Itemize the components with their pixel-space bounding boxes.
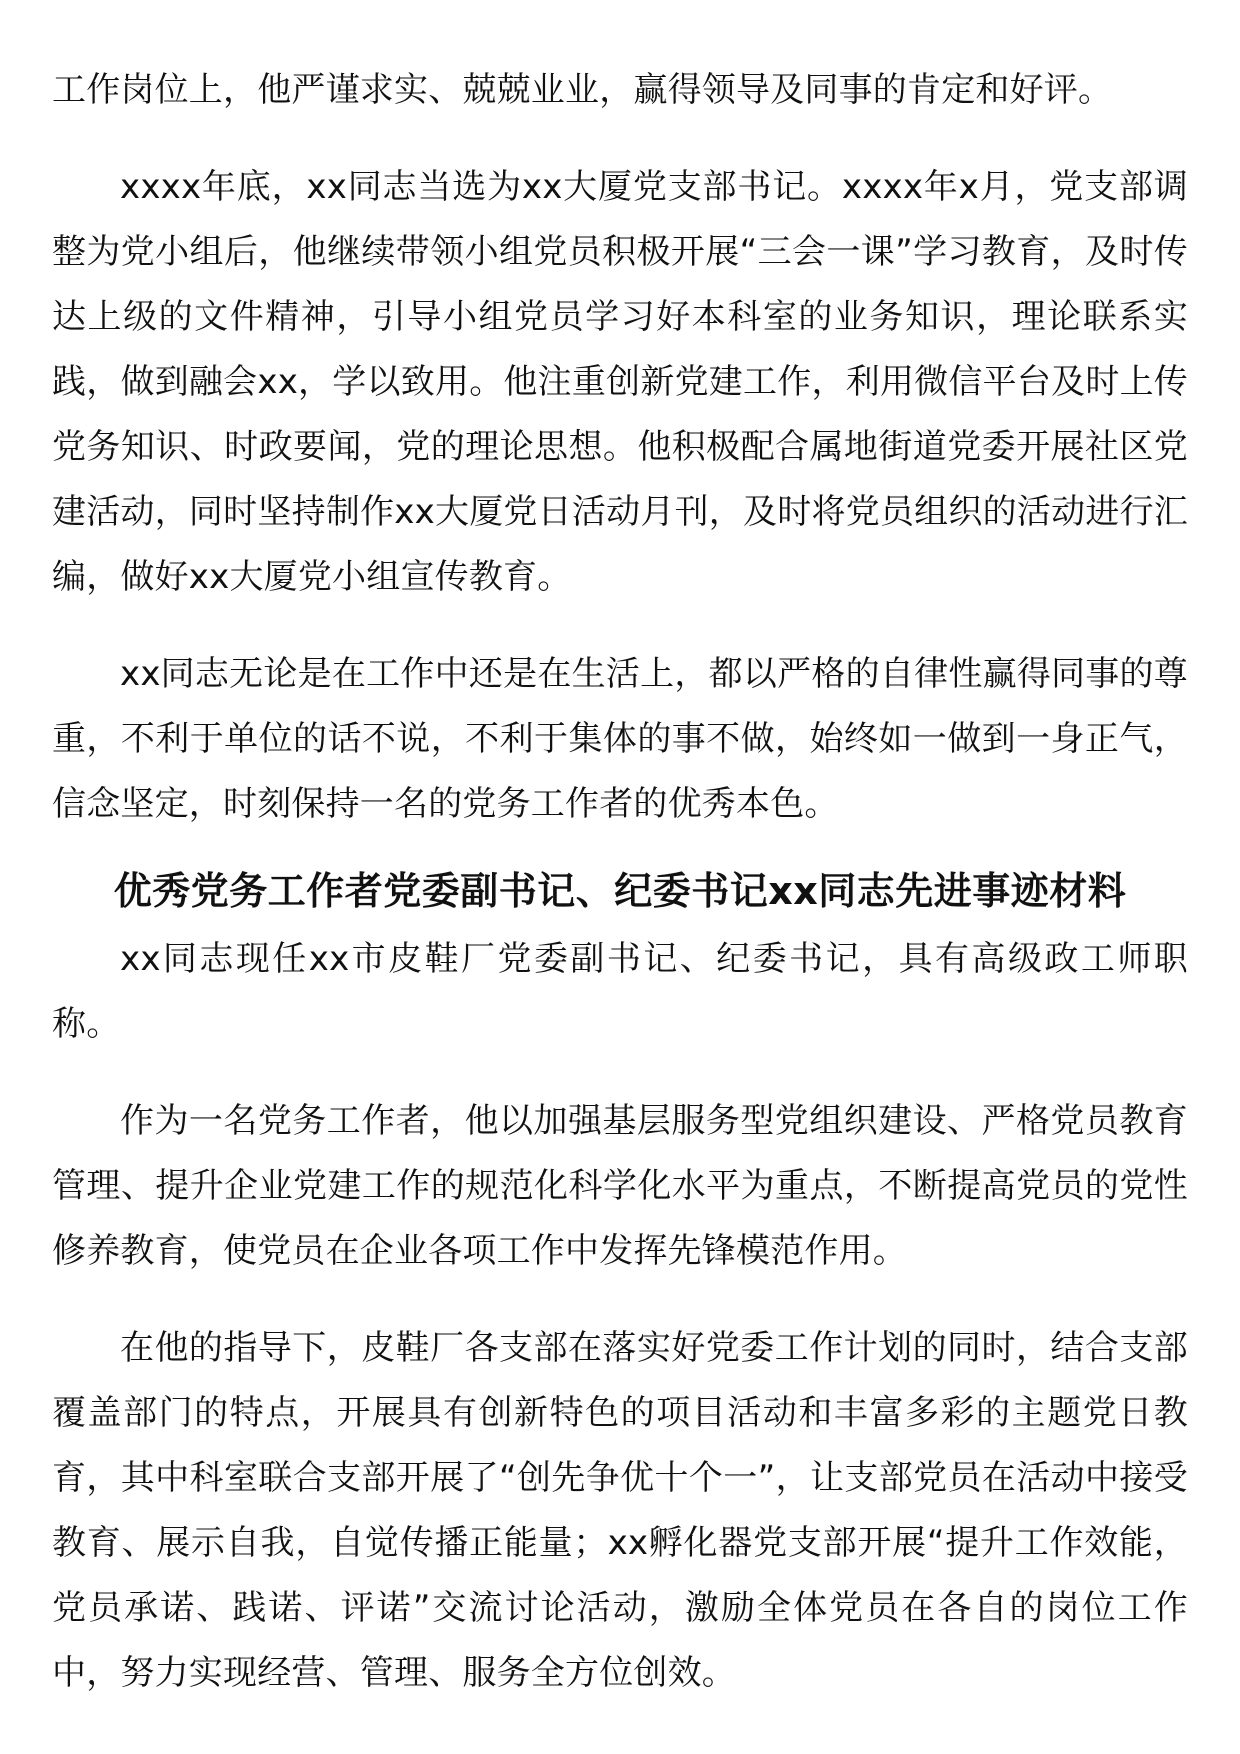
paragraph-party-branch-secretary: xxxx年底，xx同志当选为xx大厦党支部书记。xxxx年x月，党支部调整为党小组后，他继续带领小组党员积极开展“三会一课”学习教育，及时传达上级的文件精神，引导小组党员学习好本科室的业务知识，理论联系实践，做到融会xx，学以致用。他注重创新党建工作，利用微信平台及时上传党务知识、时政要闻，党的理论思想。他积极配合属地街道党委开展社区党建活动，同时坚持制作xx大厦党日活动月刊，及时将党员组织的活动进行汇编，做好xx大厦党小组宣传教育。: [52, 167, 1188, 597]
paragraph-current-position: xx同志现任xx市皮鞋厂党委副书记、纪委书记，具有高级政工师职称。: [52, 939, 1188, 1044]
section-heading: 优秀党务工作者党委副书记、纪委书记xx同志先进事迹材料: [113, 869, 1127, 913]
paragraph-party-work-focus: 作为一名党务工作者，他以加强基层服务型党组织建设、严格党员教育管理、提升企业党建工作的规范化科学化水平为重点，不断提高党员的党性修养教育，使党员在企业各项工作中发挥先锋模范作用。: [52, 1101, 1188, 1271]
paragraph-branch-activities: 在他的指导下，皮鞋厂各支部在落实好党委工作计划的同时，结合支部覆盖部门的特点，开展具有创新特色的项目活动和丰富多彩的主题党日教育，其中科室联合支部开展了“创先争优十个一”，让支部党员在活动中接受教育、展示自我，自觉传播正能量；xx孵化器党支部开展“提升工作效能，党员承诺、践诺、评诺”交流讨论活动，激励全体党员在各自的岗位工作中，努力实现经营、管理、服务全方位创效。: [52, 1328, 1188, 1693]
document-body: [52, 58, 1188, 1706]
paragraph-continuation: 工作岗位上，他严谨求实、兢兢业业，赢得领导及同事的肯定和好评。: [52, 70, 1113, 110]
paragraph-self-discipline: xx同志无论是在工作中还是在生活上，都以严格的自律性赢得同事的尊重，不利于单位的话不说，不利于集体的事不做，始终如一做到一身正气，信念坚定，时刻保持一名的党务工作者的优秀本色。: [52, 654, 1188, 824]
